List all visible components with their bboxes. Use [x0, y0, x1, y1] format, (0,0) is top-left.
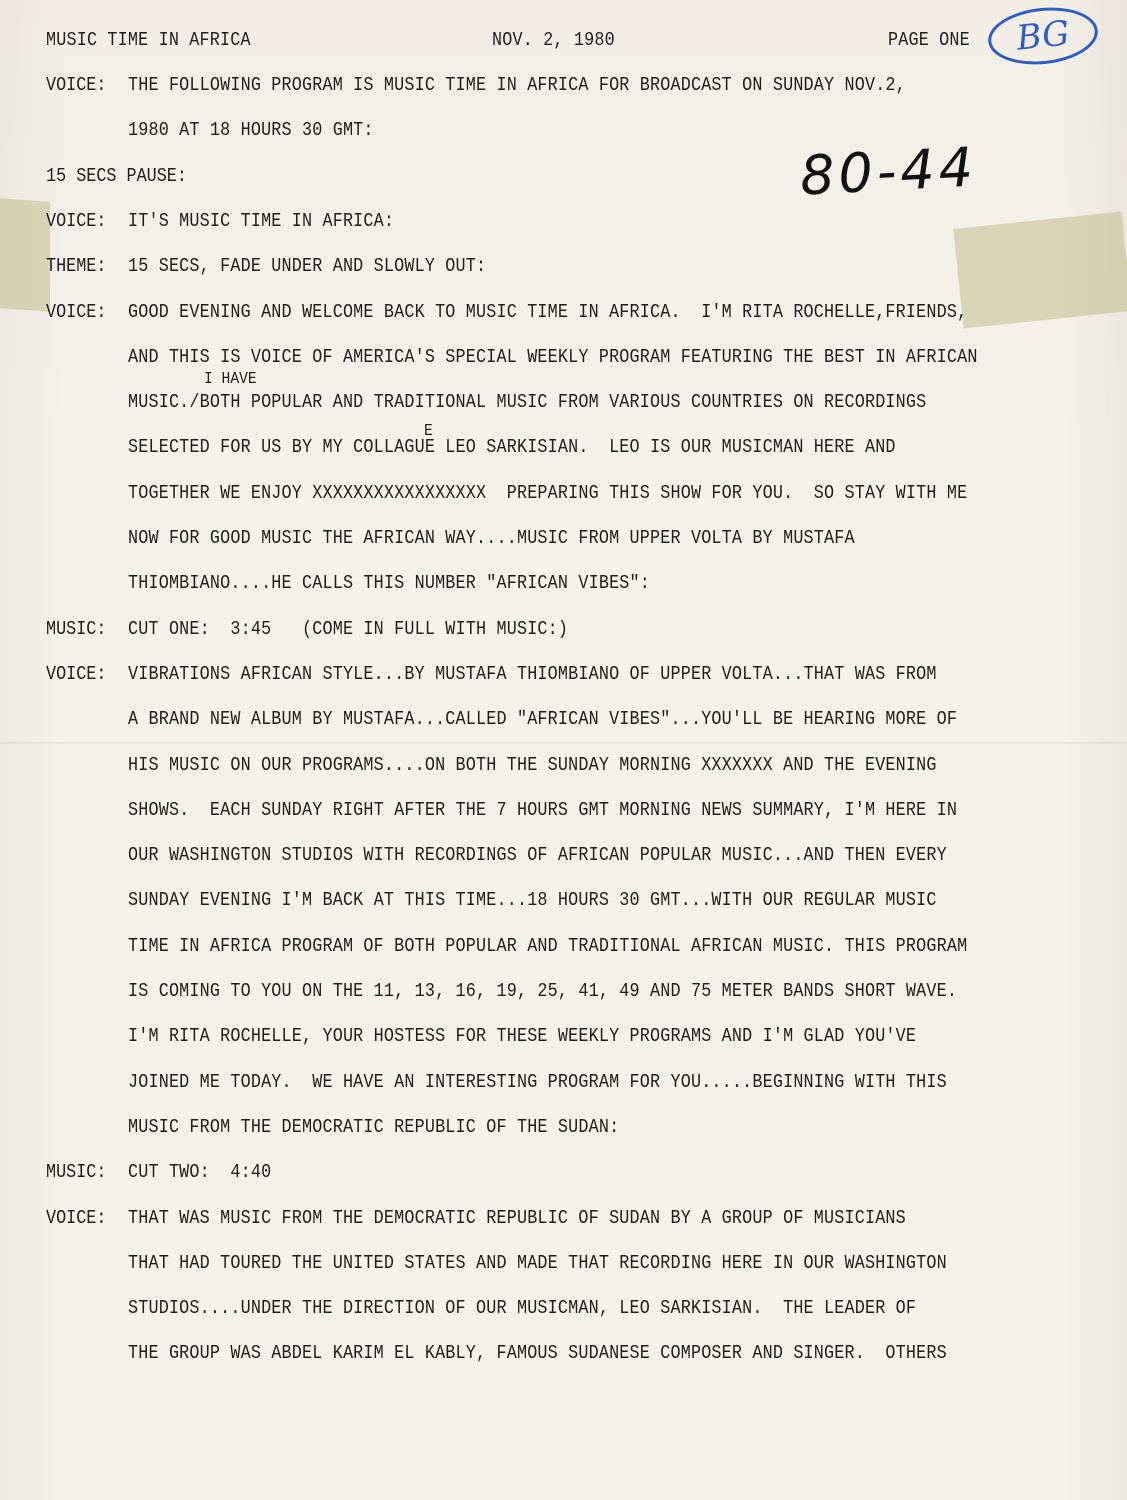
header-page-number: PAGE ONE — [888, 29, 970, 51]
script-line-text: SUNDAY EVENING I'M BACK AT THIS TIME...18 HOURS 30 GMT...WITH OUR REGULAR MUSIC — [128, 889, 937, 911]
script-line-text: TOGETHER WE ENJOY XXXXXXXXXXXXXXXXX PREPARING THIS SHOW FOR YOU. SO STAY WITH ME — [128, 482, 968, 504]
script-line-text: IT'S MUSIC TIME IN AFRICA: — [128, 210, 395, 232]
script-line-text: A BRAND NEW ALBUM BY MUSTAFA...CALLED "AFRICAN VIBES"...YOU'LL BE HEARING MORE OF — [128, 708, 958, 730]
header-program-title: MUSIC TIME IN AFRICA — [46, 29, 251, 51]
script-line-text: 1980 AT 18 HOURS 30 GMT: — [128, 119, 374, 141]
script-line-text: THE GROUP WAS ABDEL KARIM EL KABLY, FAMOUS SUDANESE COMPOSER AND SINGER. OTHERS — [128, 1342, 947, 1364]
script-line-label: VOICE: — [46, 1207, 107, 1229]
fold-crease — [0, 742, 1127, 744]
script-line-text: OUR WASHINGTON STUDIOS WITH RECORDINGS OF AFRICAN POPULAR MUSIC...AND THEN EVERY — [128, 844, 947, 866]
handwritten-insert-i-have: I HAVE — [204, 370, 257, 389]
script-line-text: MUSIC./BOTH POPULAR AND TRADITIONAL MUSIC FROM VARIOUS COUNTRIES ON RECORDINGS — [128, 391, 927, 413]
script-line-label: 15 SECS PAUSE: — [46, 165, 187, 187]
script-line-text: VIBRATIONS AFRICAN STYLE...BY MUSTAFA THIOMBIANO OF UPPER VOLTA...THAT WAS FROM — [128, 663, 937, 685]
script-line-text: IS COMING TO YOU ON THE 11, 13, 16, 19, 25, 41, 49 AND 75 METER BANDS SHORT WAVE. — [128, 980, 958, 1002]
handwritten-correction-e: E — [424, 422, 433, 441]
script-line-text: THE FOLLOWING PROGRAM IS MUSIC TIME IN AFRICA FOR BROADCAST ON SUNDAY NOV.2, — [128, 74, 906, 96]
script-line-label: MUSIC: — [46, 1161, 107, 1183]
script-line-text: THAT HAD TOURED THE UNITED STATES AND MADE THAT RECORDING HERE IN OUR WASHINGTON — [128, 1252, 947, 1274]
script-line-text: NOW FOR GOOD MUSIC THE AFRICAN WAY....MUSIC FROM UPPER VOLTA BY MUSTAFA — [128, 527, 855, 549]
script-line-text: THIOMBIANO....HE CALLS THIS NUMBER "AFRICAN VIBES": — [128, 572, 651, 594]
handwritten-number: 80-44 — [798, 135, 979, 208]
header-date: NOV. 2, 1980 — [492, 29, 615, 51]
script-line-label: THEME: — [46, 255, 107, 277]
script-line-text: JOINED ME TODAY. WE HAVE AN INTERESTING PROGRAM FOR YOU.....BEGINNING WITH THIS — [128, 1071, 947, 1093]
script-line-text: TIME IN AFRICA PROGRAM OF BOTH POPULAR AND TRADITIONAL AFRICAN MUSIC. THIS PROGRAM — [128, 935, 968, 957]
script-line-text: MUSIC FROM THE DEMOCRATIC REPUBLIC OF THE SUDAN: — [128, 1116, 620, 1138]
tape-mark-right — [953, 211, 1127, 328]
script-line-label: VOICE: — [46, 210, 107, 232]
script-line-text: GOOD EVENING AND WELCOME BACK TO MUSIC TIME IN AFRICA. I'M RITA ROCHELLE,FRIENDS, — [128, 301, 968, 323]
script-line-text: AND THIS IS VOICE OF AMERICA'S SPECIAL WEEKLY PROGRAM FEATURING THE BEST IN AFRICAN — [128, 346, 978, 368]
script-line-text: THAT WAS MUSIC FROM THE DEMOCRATIC REPUBLIC OF SUDAN BY A GROUP OF MUSICIANS — [128, 1207, 906, 1229]
script-line-text: I'M RITA ROCHELLE, YOUR HOSTESS FOR THESE WEEKLY PROGRAMS AND I'M GLAD YOU'VE — [128, 1025, 917, 1047]
script-line-text: CUT TWO: 4:40 — [128, 1161, 272, 1183]
script-line-text: 15 SECS, FADE UNDER AND SLOWLY OUT: — [128, 255, 487, 277]
tape-mark-left — [0, 198, 50, 311]
script-line-text: HIS MUSIC ON OUR PROGRAMS....ON BOTH THE SUNDAY MORNING XXXXXXX AND THE EVENING — [128, 754, 937, 776]
script-line-text: SELECTED FOR US BY MY COLLAGUE LEO SARKISIAN. LEO IS OUR MUSICMAN HERE AND — [128, 436, 896, 458]
script-line-label: VOICE: — [46, 301, 107, 323]
script-line-text: CUT ONE: 3:45 (COME IN FULL WITH MUSIC:) — [128, 618, 569, 640]
script-line-label: VOICE: — [46, 663, 107, 685]
script-line-text: STUDIOS....UNDER THE DIRECTION OF OUR MUSICMAN, LEO SARKISIAN. THE LEADER OF — [128, 1297, 917, 1319]
script-line-label: MUSIC: — [46, 618, 107, 640]
script-line-text: SHOWS. EACH SUNDAY RIGHT AFTER THE 7 HOURS GMT MORNING NEWS SUMMARY, I'M HERE IN — [128, 799, 958, 821]
initials-stamp: BG — [985, 2, 1100, 69]
script-line-label: VOICE: — [46, 74, 107, 96]
